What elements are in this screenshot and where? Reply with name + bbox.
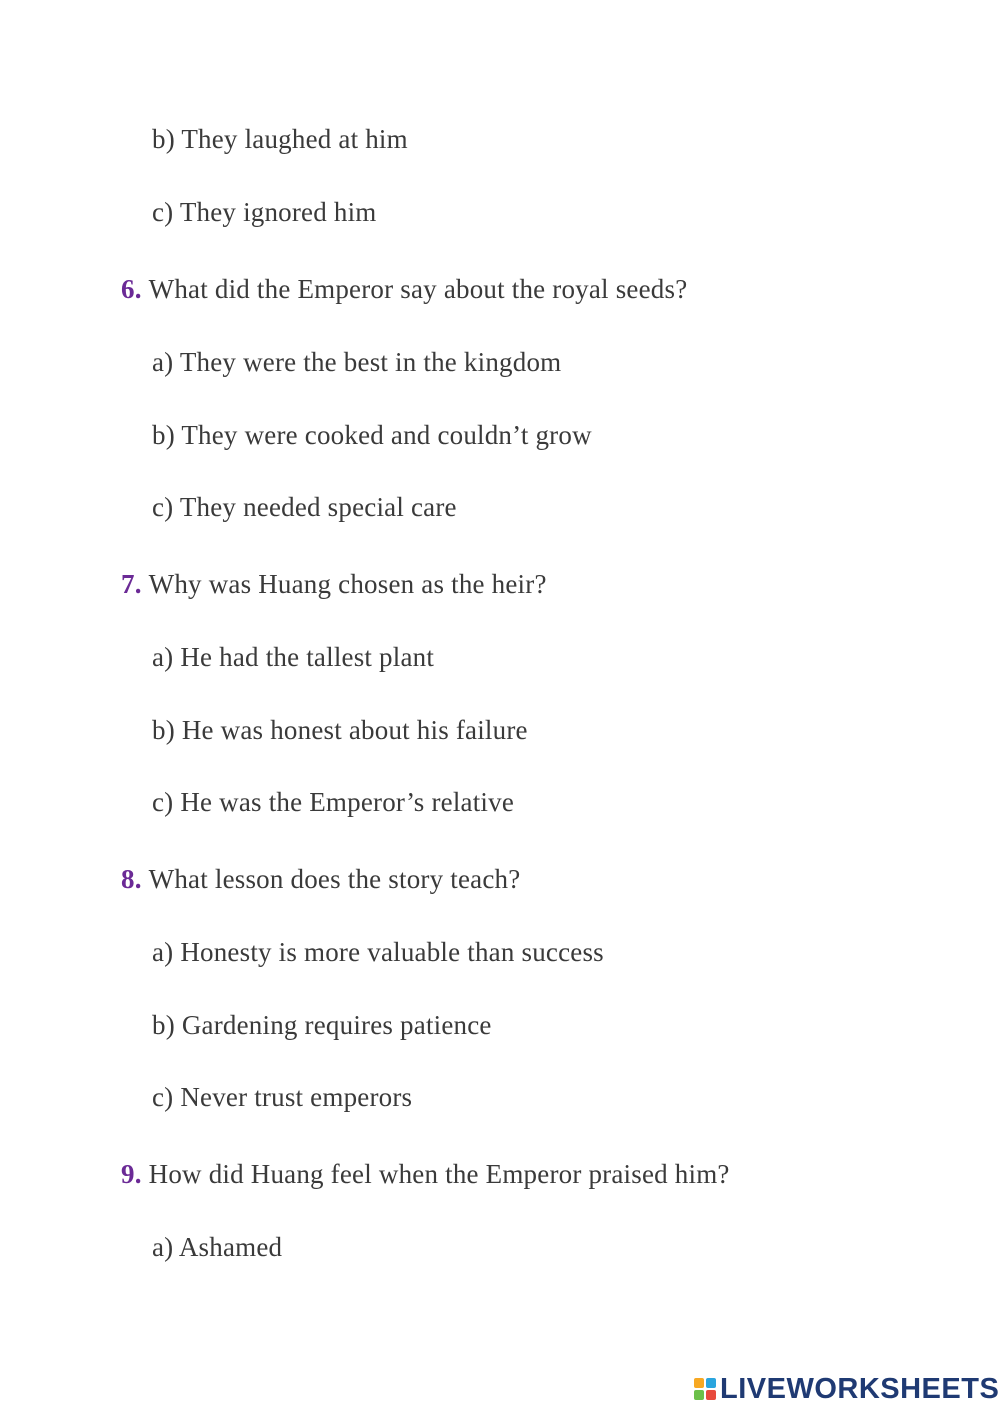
liveworksheets-logo-icon [694,1378,716,1400]
option-9a: a) Ashamed [152,1232,283,1262]
brand-name: LIVEWORKSHEETS [720,1372,1000,1405]
option-7b: b) He was honest about his failure [152,715,528,745]
question-number: 9. [121,1159,142,1189]
question-text: What lesson does the story teach? [148,864,521,894]
option-6b: b) They were cooked and couldn’t grow [152,420,592,450]
option-8c: c) Never trust emperors [152,1082,413,1112]
question-number: 8. [121,864,142,894]
option-5c: c) They ignored him [152,197,377,227]
question-8 [121,862,520,896]
question-text: How did Huang feel when the Emperor praised him? [148,1159,730,1189]
question-9 [121,1157,730,1191]
option-8b: b) Gardening requires patience [152,1010,492,1040]
option-6a: a) They were the best in the kingdom [152,347,562,377]
footer-brand [694,1374,999,1404]
option-7c: c) He was the Emperor’s relative [152,787,515,817]
question-text: Why was Huang chosen as the heir? [148,569,547,599]
question-text: What did the Emperor say about the royal seeds? [148,274,688,304]
option-7a: a) He had the tallest plant [152,642,435,672]
question-number: 6. [121,274,142,304]
question-number: 7. [121,569,142,599]
question-6 [121,272,687,306]
question-7 [121,567,547,601]
option-6c: c) They needed special care [152,492,457,522]
option-5b: b) They laughed at him [152,124,408,154]
option-8a: a) Honesty is more valuable than success [152,937,604,967]
